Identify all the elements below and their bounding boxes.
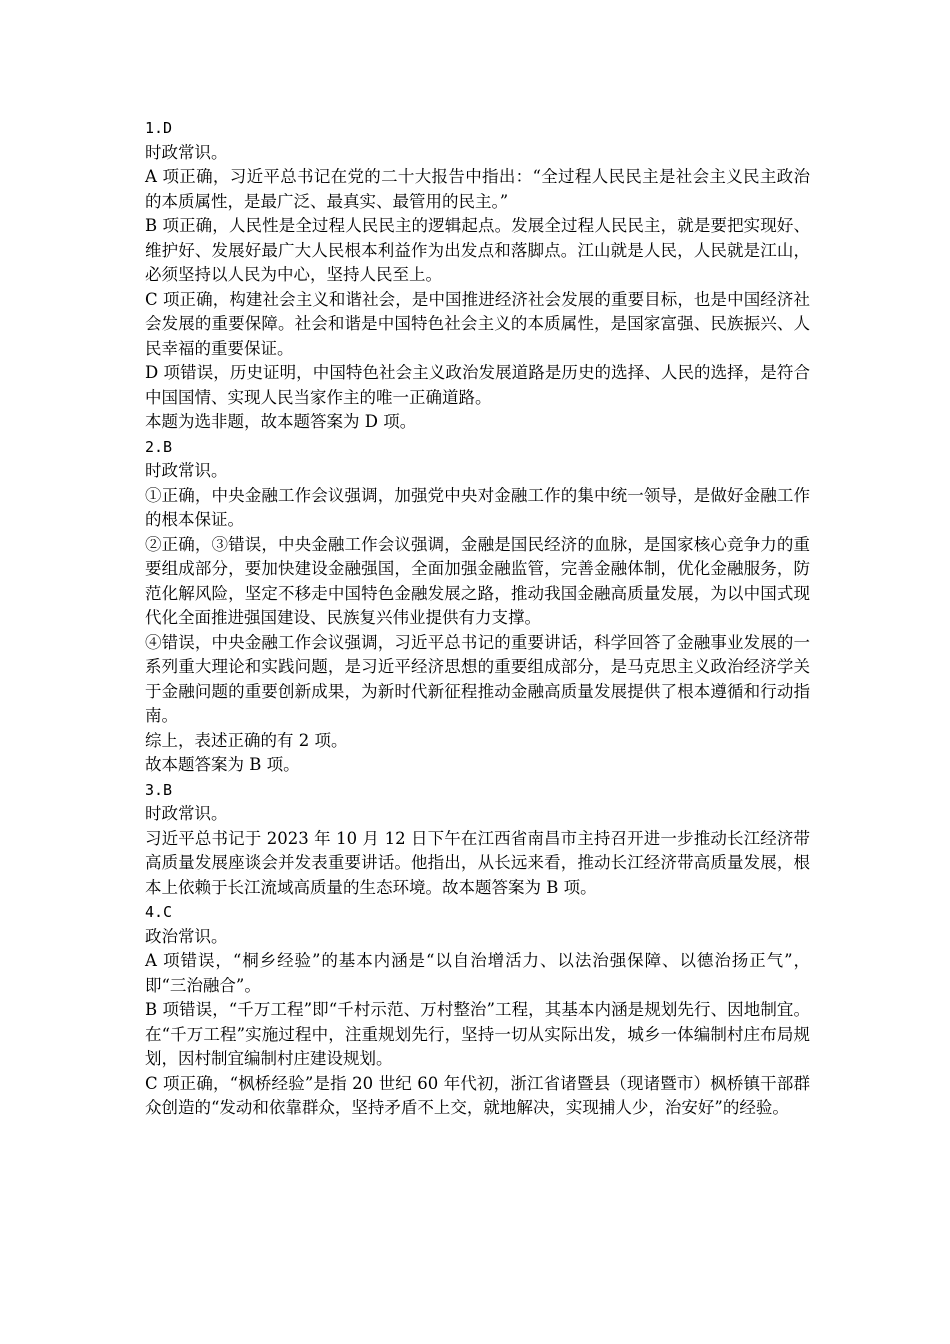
paragraph: 故本题答案为 B 项。 bbox=[145, 755, 300, 774]
paragraph: A 项正确，习近平总书记在党的二十大报告中指出：“全过程人民民主是社会主义民主政治的本质属性，是最广泛、最真实、最管用的民主。” bbox=[145, 167, 810, 211]
paragraph: C 项正确，“枫桥经验”是指 20 世纪 60 年代初，浙江省诸暨县（现诸暨市）枫桥镇干部群众创造的“发动和依靠群众，坚持矛盾不上交，就地解决，实现捕人少，治安好”的经验。 bbox=[145, 1073, 810, 1117]
paragraph: A 项错误，“桐乡经验”的基本内涵是“以自治增活力、以法治强保障、以德治扬正气”，即“三治融合”。 bbox=[145, 951, 810, 995]
paragraph: 习近平总书记于 2023 年 10 月 12 日下午在江西省南昌市主持召开进一步推动长江经济带高质量发展座谈会并发表重要讲话。他指出，从长远来看，推动长江经济带高质量发展，根本上依赖于长江流域高质量的生态环境。故本题答案为 B 项。 bbox=[145, 828, 810, 897]
paragraph: ②正确，③错误，中央金融工作会议强调，金融是国民经济的血脉，是国家核心竞争力的重要组成部分，要加快建设金融强国，全面加强金融监管，完善金融体制，优化金融服务，防范化解风险，坚定不移走中国特色金融发展之路，推动我国金融高质量发展，为以中国式现代化全面推进强国建设、民族复兴伟业提供有力支撑。 bbox=[145, 534, 810, 627]
question-block-1 bbox=[145, 116, 810, 435]
paragraph: ④错误，中央金融工作会议强调，习近平总书记的重要讲话，科学回答了金融事业发展的一系列重大理论和实践问题，是习近平经济思想的重要组成部分，是马克思主义政治经济学关于金融问题的重要创新成果，为新时代新征程推动金融高质量发展提供了根本遵循和行动指南。 bbox=[145, 632, 810, 725]
paragraph: 时政常识。 bbox=[145, 804, 228, 823]
question-number: 1.D bbox=[145, 119, 173, 137]
paragraph: 综上，表述正确的有 2 项。 bbox=[145, 730, 348, 750]
question-number: 3.B bbox=[145, 780, 173, 799]
paragraph: 时政常识。 bbox=[145, 461, 228, 480]
paragraph: B 项正确，人民性是全过程人民民主的逻辑起点。发展全过程人民民主，就是要把实现好、维护好、发展好最广大人民根本利益作为出发点和落脚点。江山就是人民，人民就是江山，必须坚持以人民为中心，坚持人民至上。 bbox=[145, 216, 810, 284]
question-block-3 bbox=[145, 778, 810, 901]
answer-document bbox=[145, 116, 810, 1121]
paragraph: B 项错误，“千万工程”即“千村示范、万村整治”工程，其基本内涵是规划先行、因地制宜。在“千万工程”实施过程中，注重规划先行，坚持一切从实际出发，城乡一体编制村庄布局规划，因村制宜编制村庄建设规划。 bbox=[145, 1000, 810, 1068]
paragraph: 时政常识。 bbox=[145, 142, 228, 162]
paragraph: ①正确，中央金融工作会议强调，加强党中央对金融工作的集中统一领导，是做好金融工作的根本保证。 bbox=[145, 485, 810, 529]
question-number: 4.C bbox=[145, 903, 173, 921]
paragraph: C 项正确，构建社会主义和谐社会，是中国推进经济社会发展的重要目标，也是中国经济社会发展的重要保障。社会和谐是中国特色社会主义的本质属性，是国家富强、民族振兴、人民幸福的重要保证。 bbox=[145, 289, 810, 358]
paragraph: 本题为选非题，故本题答案为 D 项。 bbox=[145, 412, 417, 431]
paragraph: 政治常识。 bbox=[145, 926, 228, 946]
paragraph: D 项错误，历史证明，中国特色社会主义政治发展道路是历史的选择、人民的选择，是符合中国国情、实现人民当家作主的唯一正确道路。 bbox=[145, 363, 810, 407]
question-block-2 bbox=[145, 435, 810, 778]
question-number: 2.B bbox=[145, 437, 173, 456]
question-block-4 bbox=[145, 900, 810, 1121]
